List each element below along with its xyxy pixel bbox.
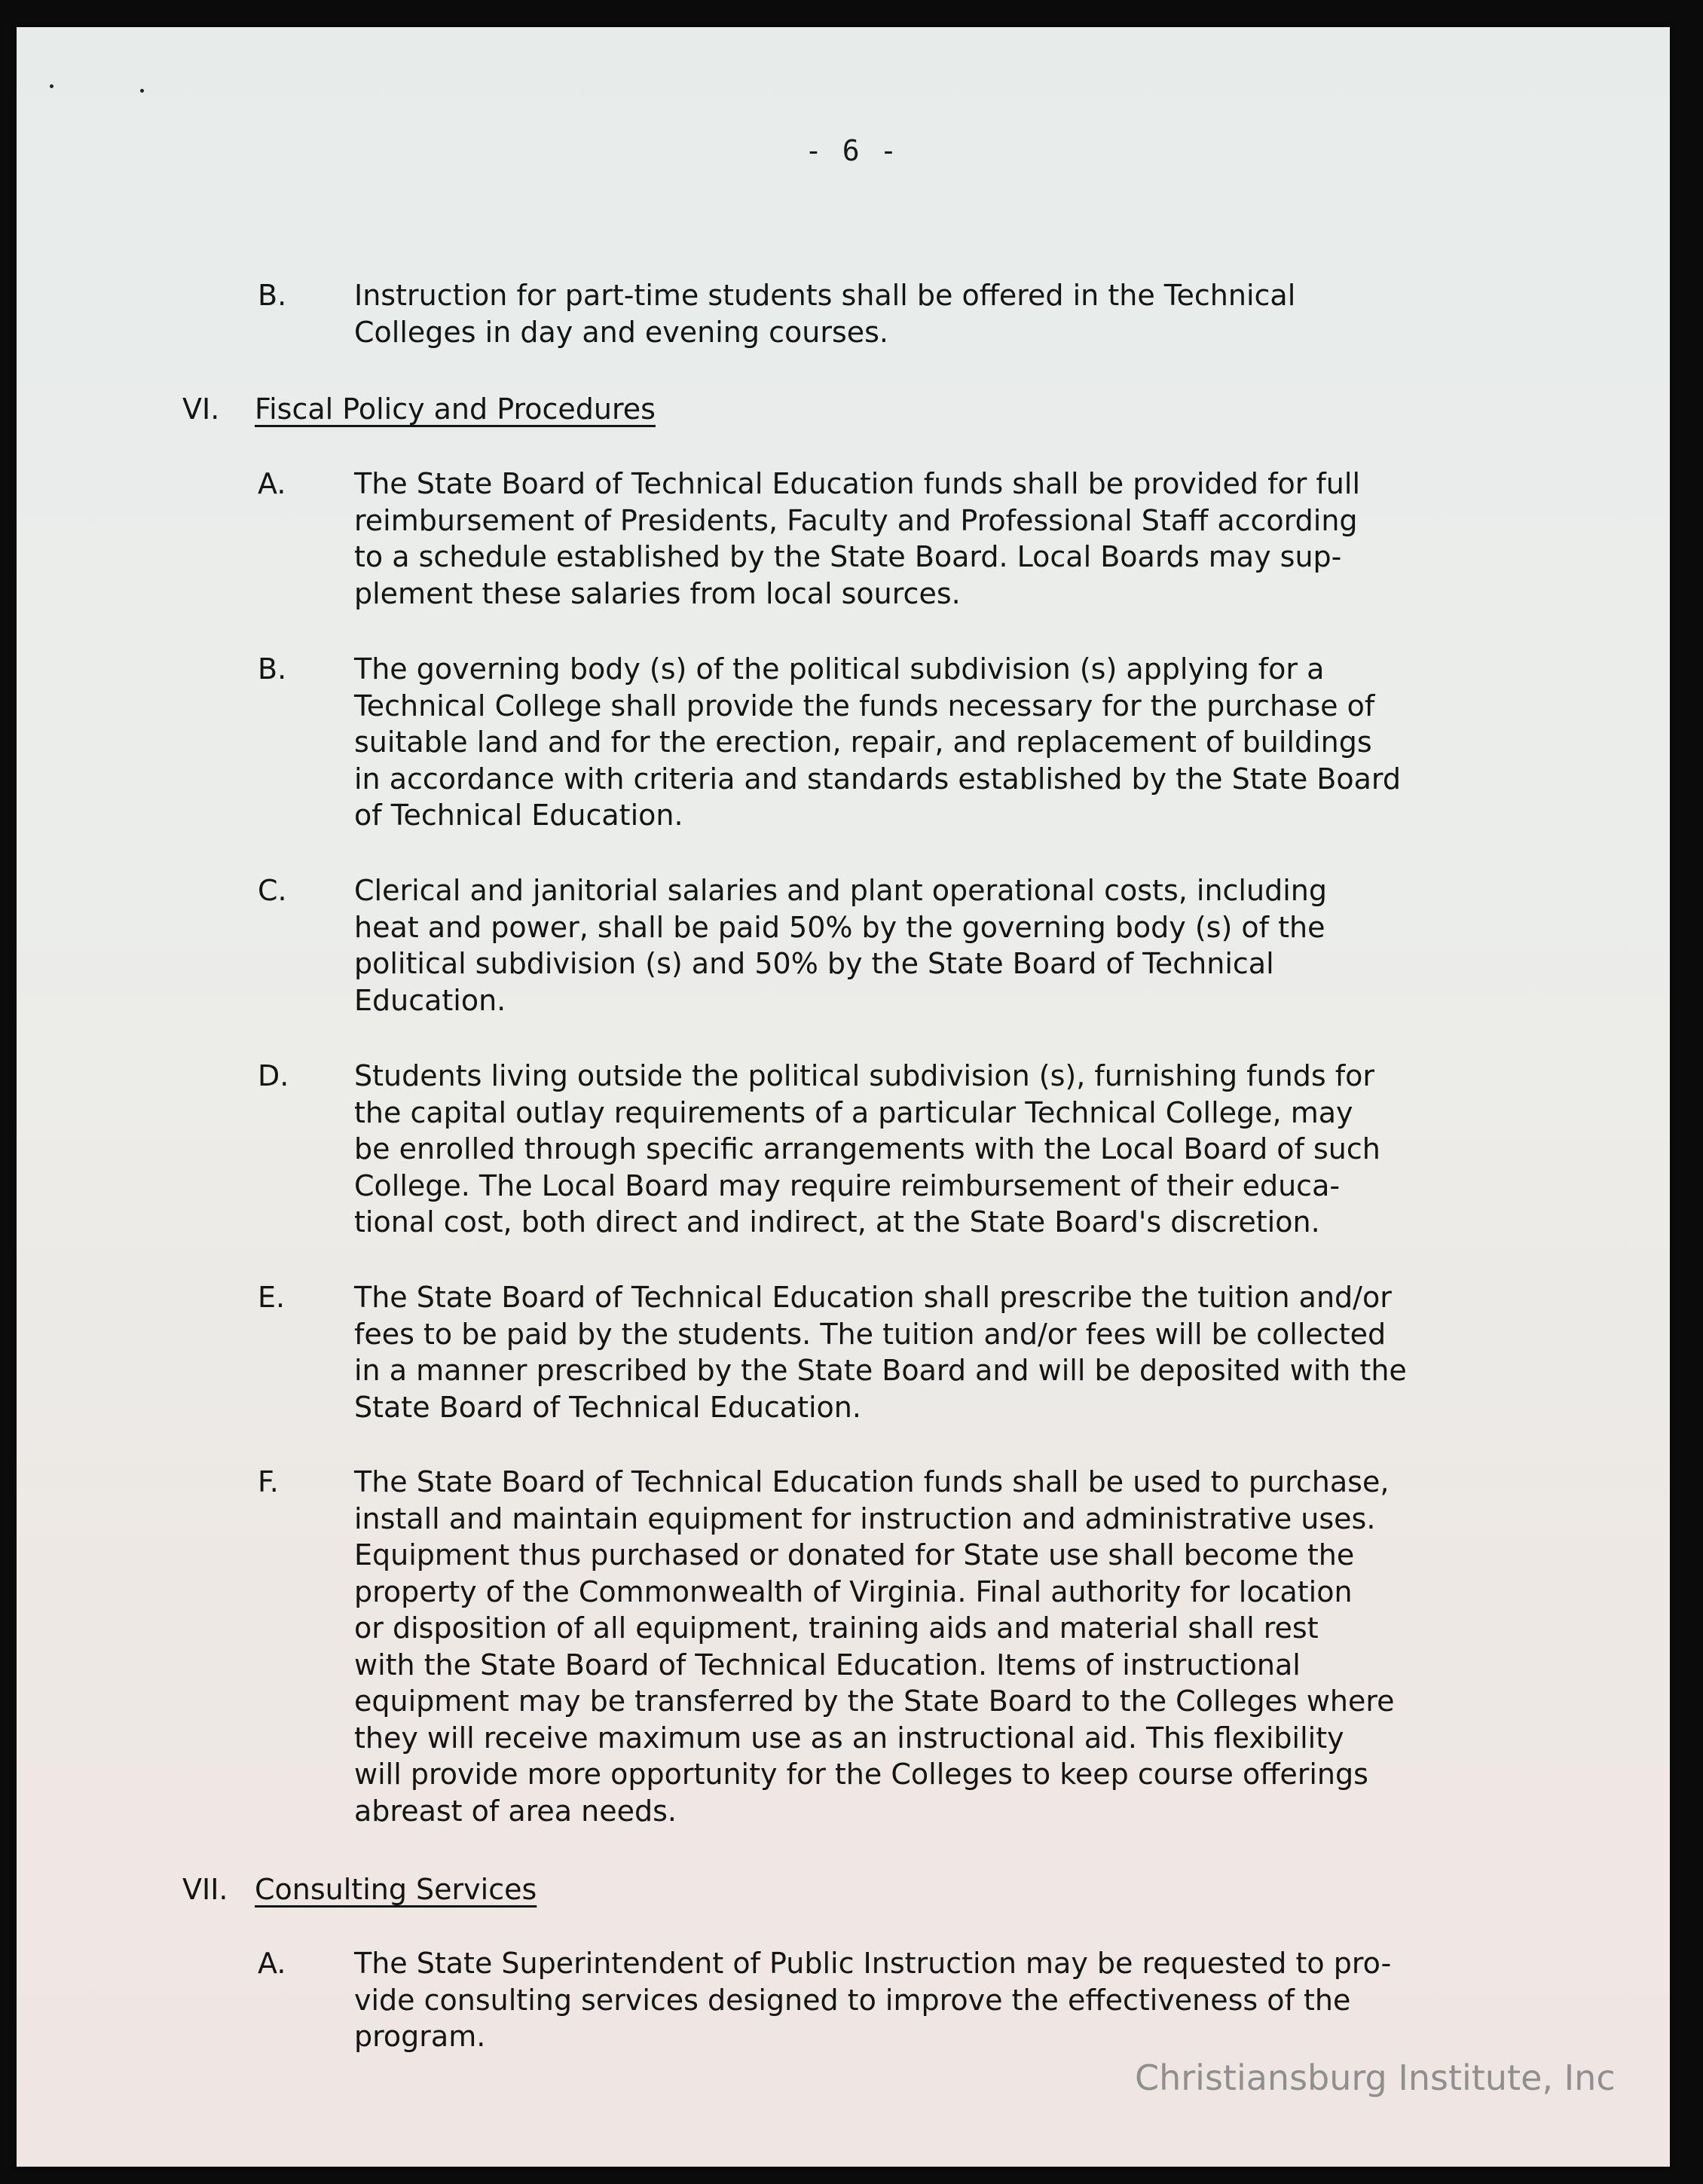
item-letter: E. xyxy=(258,1281,286,1314)
text-line: tional cost, both direct and indirect, at the State Board's discretion. xyxy=(354,1205,1320,1239)
item-letter: D. xyxy=(258,1059,289,1092)
text-line: abreast of area needs. xyxy=(354,1794,677,1828)
item-letter: F. xyxy=(258,1465,279,1498)
text-line: in accordance with criteria and standards established by the State Board xyxy=(354,762,1401,796)
text-line: the capital outlay requirements of a particular Technical College, may xyxy=(354,1095,1353,1129)
text-line: of Technical Education. xyxy=(354,799,683,832)
scan-speck xyxy=(50,84,54,88)
text-line: install and maintain equipment for instruction and administrative uses. xyxy=(354,1501,1376,1535)
item-letter: B. xyxy=(258,652,287,686)
section-title: Consulting Services xyxy=(255,1873,537,1906)
text-line: College. The Local Board may require reimbursement of their educa- xyxy=(354,1168,1341,1202)
text-line: The State Board of Technical Education funds shall be used to purchase, xyxy=(354,1465,1390,1498)
text-line: Technical College shall provide the funds necessary for the purchase of xyxy=(354,689,1375,722)
text-line: property of the Commonwealth of Virginia. Final authority for location xyxy=(354,1575,1353,1608)
text-line: The State Board of Technical Education funds shall be provided for full xyxy=(354,467,1361,500)
page-number: - 6 - xyxy=(805,134,899,167)
text-line: The State Board of Technical Education shall prescribe the tuition and/or xyxy=(354,1281,1392,1314)
scan-speck xyxy=(140,89,144,93)
item-text xyxy=(354,466,1569,612)
section-numeral: VI. xyxy=(182,393,220,426)
item-text xyxy=(354,651,1569,834)
watermark: Christiansburg Institute, Inc xyxy=(1135,2057,1616,2098)
text-line: plement these salaries from local sources. xyxy=(354,576,961,610)
text-line: Instruction for part-time students shall be offered in the Technical xyxy=(354,279,1296,312)
text-line: in a manner prescribed by the State Board and will be deposited with the xyxy=(354,1354,1407,1387)
item-text xyxy=(354,1945,1569,2055)
item-letter: B. xyxy=(258,279,287,312)
item-text xyxy=(354,1279,1569,1425)
item-text xyxy=(354,1058,1569,1241)
text-line: fees to be paid by the students. The tuition and/or fees will be collected xyxy=(354,1317,1387,1351)
text-line: political subdivision (s) and 50% by the State Board of Technical xyxy=(354,947,1274,980)
item-letter: A. xyxy=(258,1947,286,1980)
text-line: equipment may be transferred by the State Board to the Colleges where xyxy=(354,1685,1395,1718)
text-line: with the State Board of Technical Education. Items of instructional xyxy=(354,1648,1301,1682)
item-letter: C. xyxy=(258,874,287,907)
text-line: heat and power, shall be paid 50% by the governing body (s) of the xyxy=(354,910,1325,944)
section-numeral: VII. xyxy=(182,1873,228,1906)
text-line: be enrolled through specific arrangements with the Local Board of such xyxy=(354,1132,1380,1165)
item-text xyxy=(354,1464,1569,1829)
text-line: The governing body (s) of the political subdivision (s) applying for a xyxy=(354,652,1325,686)
item-text xyxy=(354,872,1569,1019)
text-line: to a schedule established by the State Board. Local Boards may sup- xyxy=(354,540,1342,573)
text-line: Equipment thus purchased or donated for State use shall become the xyxy=(354,1538,1355,1572)
text-line: Education. xyxy=(354,983,506,1017)
text-line: will provide more opportunity for the Colleges to keep course offerings xyxy=(354,1758,1368,1791)
text-line: vide consulting services designed to improve the effectiveness of the xyxy=(354,1983,1351,2017)
text-line: The State Superintendent of Public Instruction may be requested to pro- xyxy=(354,1947,1392,1980)
text-line: reimbursement of Presidents, Faculty and Professional Staff according xyxy=(354,503,1358,537)
item-letter: A. xyxy=(258,467,286,500)
text-line: Clerical and janitorial salaries and plant operational costs, including xyxy=(354,874,1327,907)
text-line: State Board of Technical Education. xyxy=(354,1390,861,1424)
text-line: suitable land and for the erection, repair, and replacement of buildings xyxy=(354,725,1372,759)
item-text xyxy=(354,277,1569,350)
text-line: Students living outside the political subdivision (s), furnishing funds for xyxy=(354,1059,1374,1092)
text-line: they will receive maximum use as an instructional aid. This flexibility xyxy=(354,1721,1344,1755)
text-line: Colleges in day and evening courses. xyxy=(354,315,888,349)
text-line: or disposition of all equipment, training aids and material shall rest xyxy=(354,1611,1319,1645)
text-line: program. xyxy=(354,2020,486,2053)
section-title: Fiscal Policy and Procedures xyxy=(255,393,656,426)
